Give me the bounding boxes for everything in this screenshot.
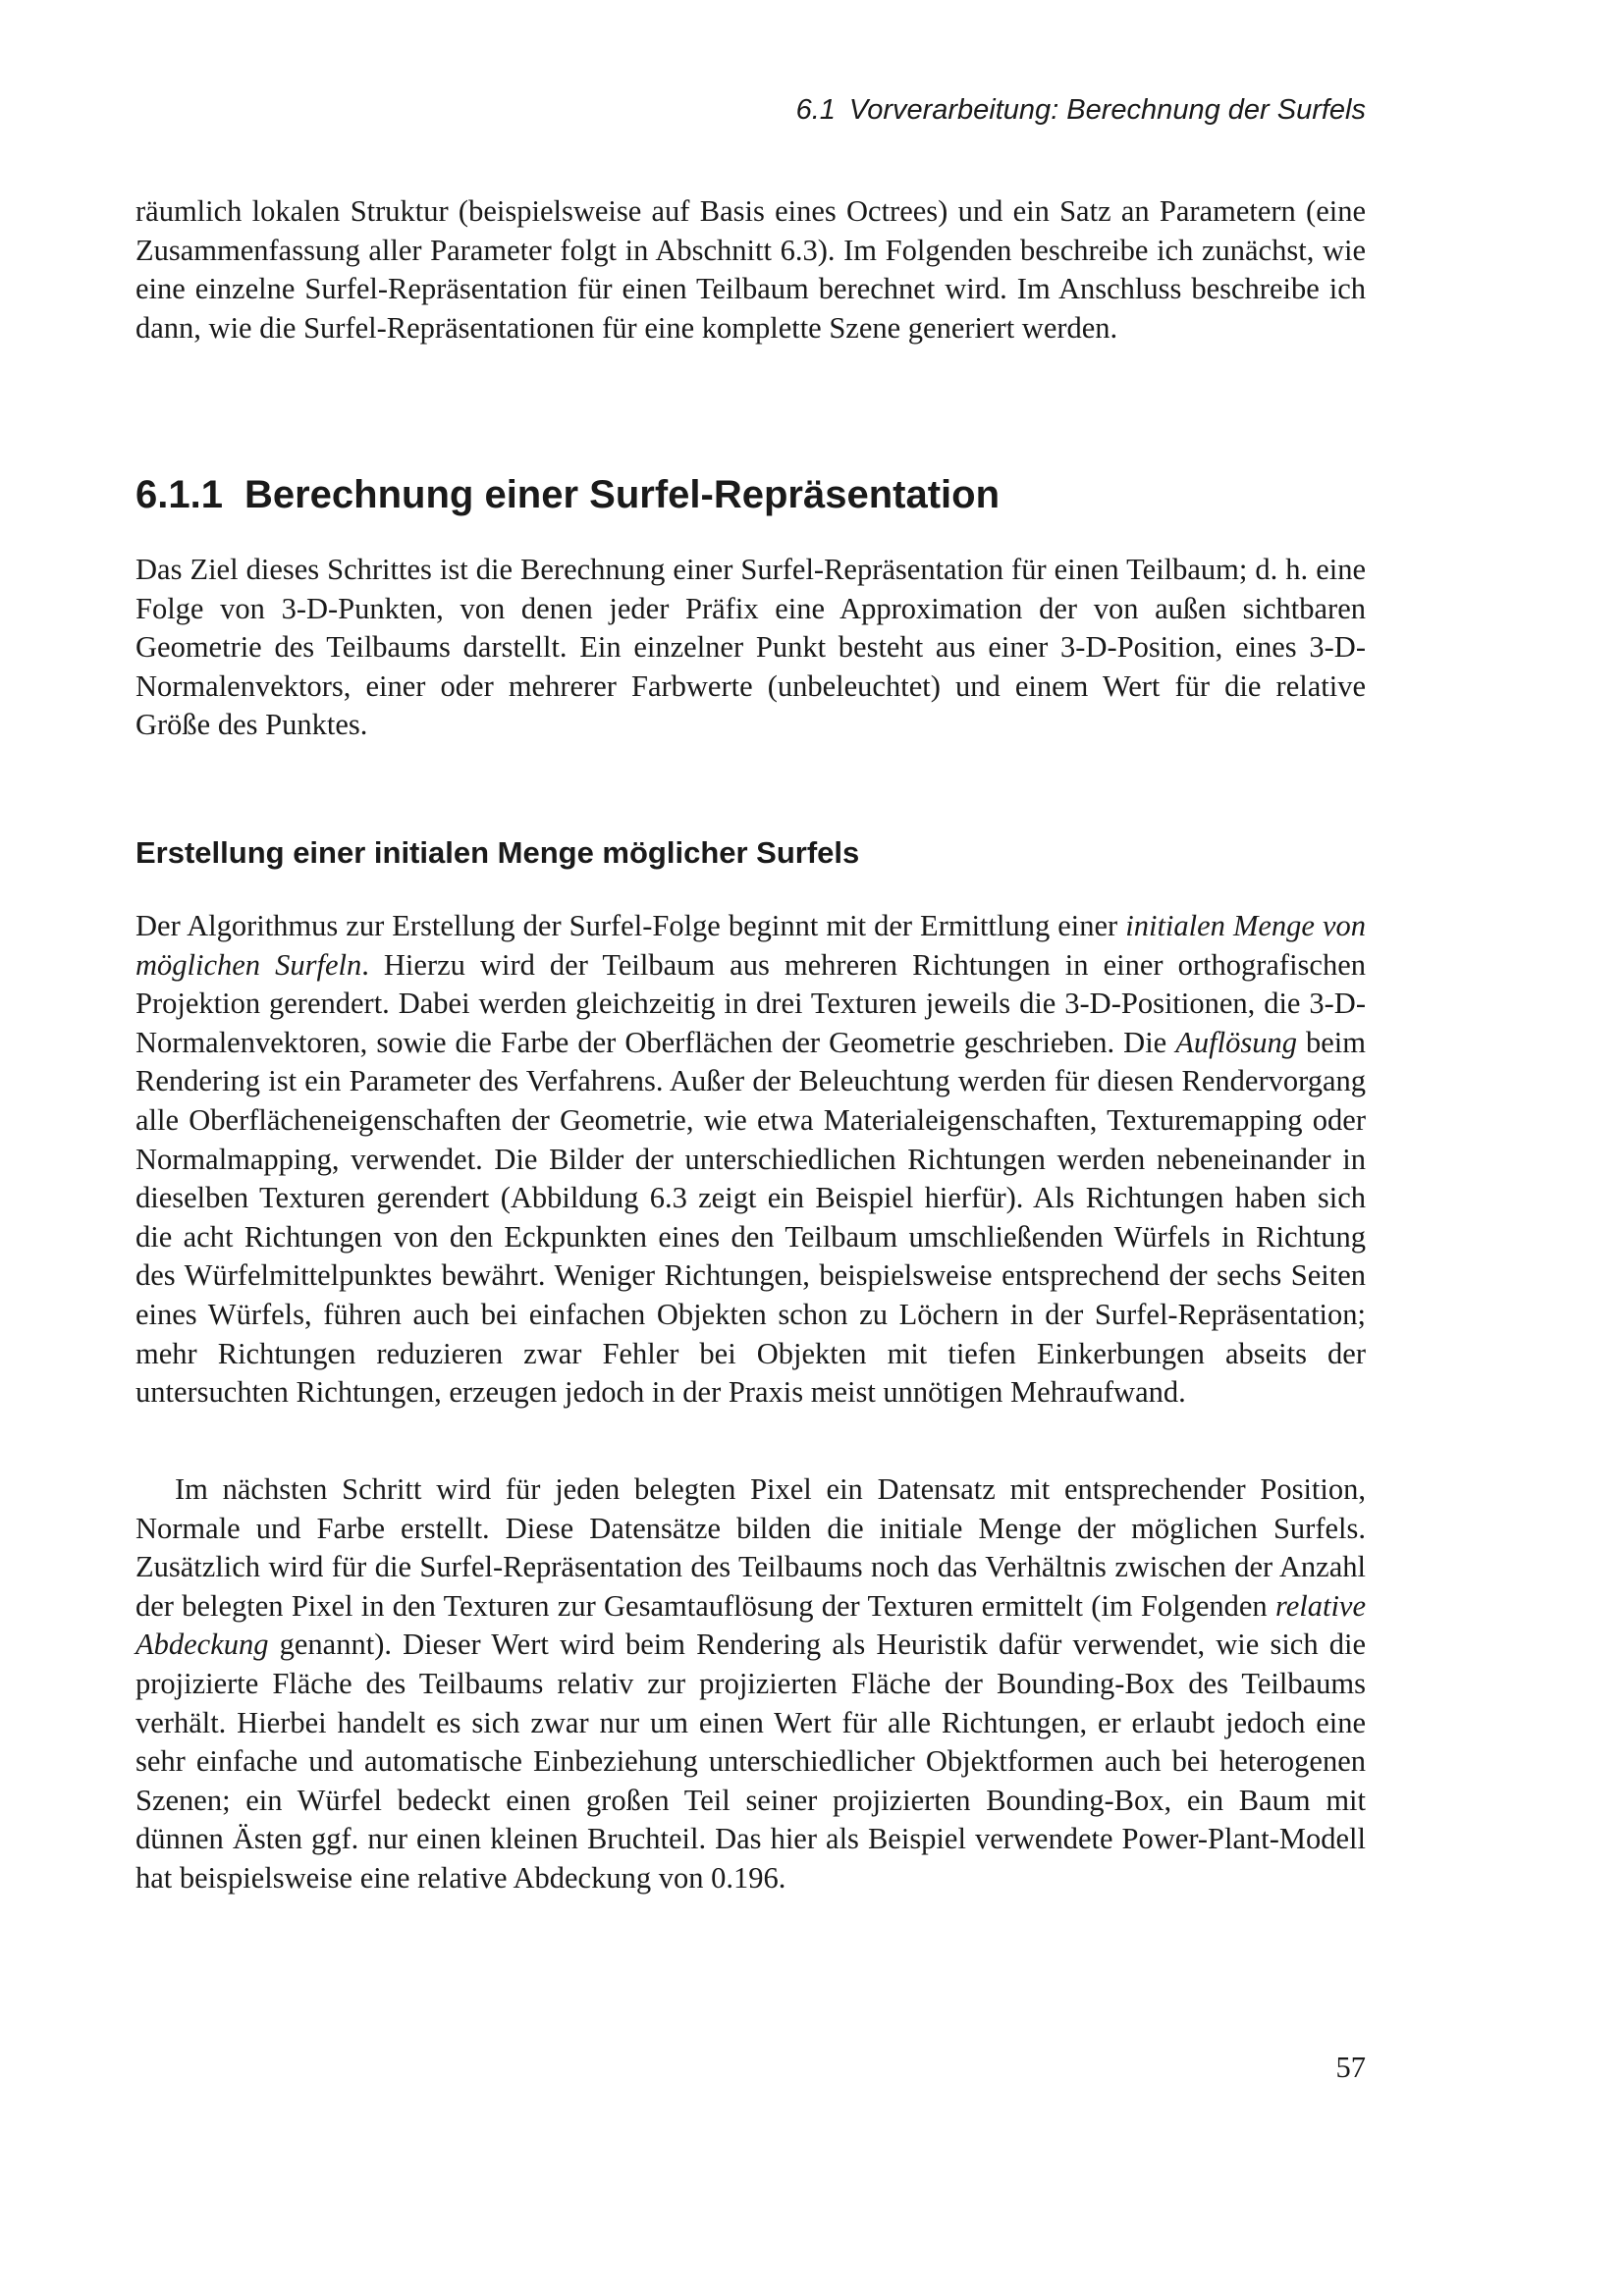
section-title: Berechnung einer Surfel-Repräsentation — [244, 473, 1001, 516]
page-number: 57 — [1335, 2051, 1366, 2084]
subsection-paragraph-2 — [135, 1470, 1366, 1898]
section-paragraph: Das Ziel dieses Schrittes ist die Berechnung einer Surfel-Repräsentation für einen Teilbaum; d. h. eine Folge von 3-D-Punkten, von denen jeder Präfix eine Approximation der von außen sichtbaren Geometrie des Teilbaums darstellt. Ein einzelner Punkt besteht aus einer 3-D-Position, eines 3-D-Normalenvektors, einer oder mehrerer Farbwerte (unbeleuchtet) und einem Wert für die relative Größe des Punktes. — [135, 553, 1366, 742]
section-heading — [135, 470, 1000, 519]
intro-paragraph: räumlich lokalen Struktur (beispielsweise auf Basis eines Octrees) und ein Satz an Parametern (eine Zusammenfassung aller Parameter folgt in Abschnitt 6.3). Im Folgenden beschreibe ich zunächst, wie eine einzelne Surfel-Repräsentation für einen Teilbaum berechnet wird. Im Anschluss beschreibe ich dann, wie die Surfel-Repräsentationen für eine komplette Szene generiert werden. — [135, 194, 1366, 345]
text-run: beim Rendering ist ein Parameter des Verfahrens. Außer der Beleuchtung werden für diesen Rendervorgang alle Oberflächeneigenschaften der Geometrie, wie etwa Materialeigenschaften, Texturemapping oder Normalmapping, verwendet. Die Bilder der unterschiedlichen Richtungen werden nebeneinander in dieselben Texturen gerendert (Abbildung 6.3 zeigt ein Beispiel hierfür). Als Richtungen haben sich die acht Richtungen von den Eckpunkten eines den Teilbaum umschließenden Würfels in Richtung des Würfelmittelpunktes bewährt. Weniger Richtungen, beispielsweise entsprechend der sechs Seiten eines Würfels, führen auch bei einfachen Objekten schon zu Löchern in der Surfel-Repräsentation; mehr Richtungen reduzieren zwar Fehler bei Objekten mit tiefen Einkerbungen abseits der untersuchten Richtungen, erzeugen jedoch in der Praxis meist unnötigen Mehraufwand. — [135, 1025, 1366, 1410]
running-header — [796, 92, 1366, 128]
header-section-title: Vorverarbeitung: Berechnung der Surfels — [848, 94, 1366, 126]
text-run: genannt). Dieser Wert wird beim Rendering als Heuristik dafür verwendet, wie sich die projizierte Fläche des Teilbaums relativ zur projizierten Fläche der Bounding-Box des Teilbaums verhält. Hierbei handelt es sich zwar nur um einen Wert für alle Richtungen, er erlaubt jedoch eine sehr einfache und automatische Einbeziehung unterschiedlicher Objektformen auch bei heterogenen Szenen; ein Würfel bedeckt einen großen Teil seiner projizierten Bounding-Box, ein Baum mit dünnen Ästen ggf. nur einen kleinen Bruchteil. Das hier als Beispiel verwendete Power-Plant-Modell hat beispielsweise eine relative Abdeckung von 0.196. — [135, 1628, 1366, 1895]
emphasis-initial-set: initialen Menge von möglichen Surfeln — [135, 909, 1366, 982]
subsection-paragraph-1 — [135, 907, 1366, 1413]
text-run: . Hierzu wird der Teilbaum aus mehreren Richtungen in einer orthografischen Projektion gerendert. Dabei werden gleichzeitig in drei Texturen jeweils die 3-D-Positionen, die 3-D-Normalenvektoren, sowie die Farbe der Oberflächen der Geometrie geschrieben. Die — [135, 947, 1366, 1059]
text-run: Der Algorithmus zur Erstellung der Surfel-Folge beginnt mit der Ermittlung einer — [135, 909, 1126, 942]
emphasis-relative-coverage: relative Abdeckung — [135, 1588, 1366, 1662]
text-run: Im nächsten Schritt wird für jeden belegten Pixel ein Datensatz mit entsprechender Position, Normale und Farbe erstellt. Diese Datensätze bilden die initiale Menge der möglichen Surfels. Zusätzlich wird für die Surfel-Repräsentation des Teilbaums noch das Verhältnis zwischen der Anzahl der belegten Pixel in den Texturen zur Gesamtauflösung der Texturen ermittelt (im Folgenden — [135, 1472, 1366, 1623]
document-page — [135, 0, 1366, 2296]
section-number: 6.1.1 — [135, 473, 223, 516]
subsection-heading: Erstellung einer initialen Menge möglicher Surfels — [135, 835, 860, 870]
emphasis-resolution: Auflösung — [1175, 1025, 1297, 1059]
header-section-number: 6.1 — [795, 94, 836, 126]
